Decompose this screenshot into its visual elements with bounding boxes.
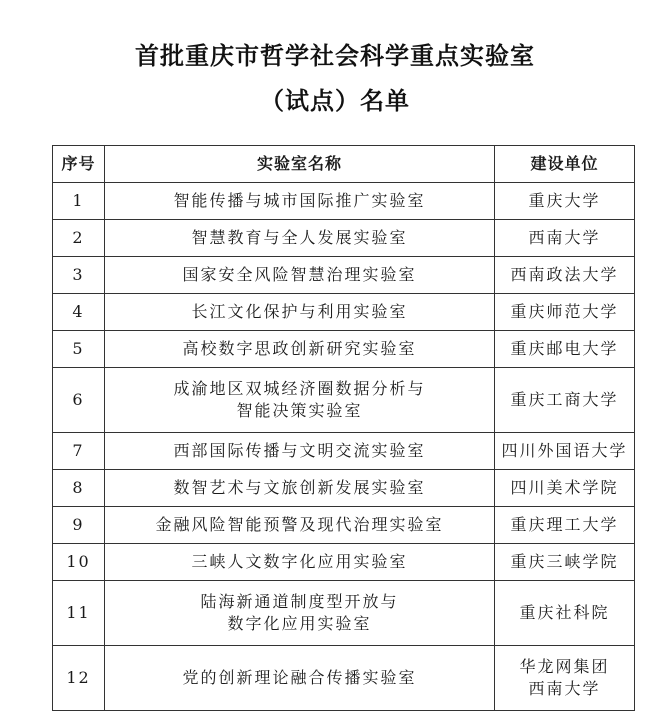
row-index: 5 [53,331,105,368]
table-row [53,470,635,507]
table-row [53,220,635,257]
row-index: 8 [53,470,105,507]
page-title: 首批重庆市哲学社会科学重点实验室 [135,42,535,70]
unit-name: 重庆工商大学 [510,390,619,409]
lab-name-cell [105,581,495,646]
unit-name: 重庆师范大学 [510,302,619,321]
row-index: 12 [53,646,105,711]
table-row [53,581,635,646]
page-subtitle: （试点）名单 [260,87,410,115]
unit-name: 西南大学 [528,228,601,247]
unit-name: 重庆大学 [528,191,601,210]
lab-name-cell [105,331,495,368]
lab-name: 陆海新通道制度型开放与 [200,592,399,611]
table-row [53,544,635,581]
unit-name: 西南大学 [528,679,601,698]
table-row [53,183,635,220]
header-index: 序号 [53,146,105,183]
lab-name: 成渝地区双城经济圈数据分析与 [173,379,426,398]
row-index: 10 [53,544,105,581]
unit-cell [495,507,635,544]
lab-name: 智能传播与城市国际推广实验室 [173,191,426,210]
lab-name: 西部国际传播与文明交流实验室 [173,441,426,460]
lab-name-cell [105,433,495,470]
lab-name-cell [105,294,495,331]
lab-name: 智慧教育与全人发展实验室 [191,228,408,247]
lab-name-cell [105,470,495,507]
unit-name: 重庆邮电大学 [510,339,619,358]
lab-name-cell [105,183,495,220]
table-body [53,183,635,711]
unit-cell [495,470,635,507]
table-row [53,368,635,433]
lab-name: 数智艺术与文旅创新发展实验室 [173,478,426,497]
unit-name: 重庆三峡学院 [510,552,619,571]
unit-cell [495,544,635,581]
lab-name: 三峡人文数字化应用实验室 [191,552,408,571]
lab-name-cell [105,646,495,711]
unit-name: 四川外国语大学 [501,441,628,460]
table-row [53,507,635,544]
row-index: 1 [53,183,105,220]
unit-name: 华龙网集团 [519,657,610,676]
row-index: 4 [53,294,105,331]
lab-name-cell [105,368,495,433]
unit-cell [495,331,635,368]
row-index: 7 [53,433,105,470]
unit-cell [495,581,635,646]
header-unit: 建设单位 [495,146,635,183]
table-row [53,331,635,368]
unit-cell [495,294,635,331]
lab-name-cell [105,507,495,544]
unit-cell [495,433,635,470]
lab-name: 智能决策实验室 [236,401,363,420]
table-row [53,294,635,331]
row-index: 6 [53,368,105,433]
unit-name: 重庆理工大学 [510,515,619,534]
row-index: 9 [53,507,105,544]
unit-name: 重庆社科院 [519,603,610,622]
row-index: 3 [53,257,105,294]
lab-name: 高校数字思政创新研究实验室 [182,339,417,358]
unit-cell [495,183,635,220]
unit-cell [495,257,635,294]
unit-name: 西南政法大学 [510,265,619,284]
row-index: 2 [53,220,105,257]
lab-name: 国家安全风险智慧治理实验室 [182,265,417,284]
header-lab-name: 实验室名称 [105,146,495,183]
lab-name: 长江文化保护与利用实验室 [191,302,408,321]
table-row [53,646,635,711]
table-row [53,433,635,470]
lab-name-cell [105,544,495,581]
lab-name-cell [105,220,495,257]
unit-name: 四川美术学院 [510,478,619,497]
lab-name: 党的创新理论融合传播实验室 [182,668,417,687]
table-header-row [53,146,635,183]
lab-list-table [52,145,635,711]
lab-name-cell [105,257,495,294]
unit-cell [495,646,635,711]
lab-name: 金融风险智能预警及现代治理实验室 [155,515,444,534]
lab-name: 数字化应用实验室 [227,614,372,633]
unit-cell [495,368,635,433]
unit-cell [495,220,635,257]
table-row [53,257,635,294]
row-index: 11 [53,581,105,646]
